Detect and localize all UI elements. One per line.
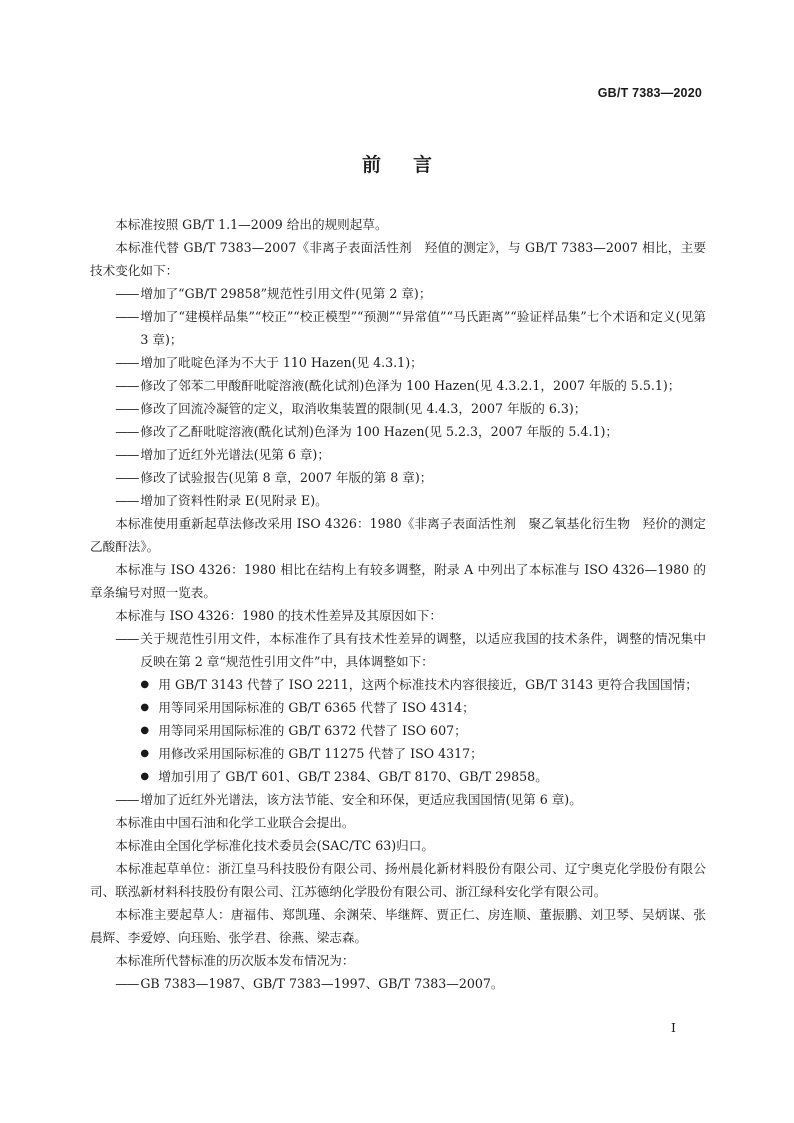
bullet-icon: ●	[140, 679, 150, 690]
history-list	[90, 972, 706, 995]
dash-mark: ——	[115, 493, 139, 508]
paragraph-history-intro: 本标准所代替标准的历次版本发布情况为：	[115, 953, 355, 968]
list-item-text: 关于规范性引用文件，本标准作了具有技术性差异的调整，以适应我国的技术条件，调整的情况集中反映在第 2 章“规范性引用文件”中，具体调整如下：	[140, 631, 706, 669]
paragraph-committee: 本标准由全国化学标准化技术委员会(SAC/TC 63)归口。	[115, 838, 434, 853]
list-item-text: 增加了吡啶色泽为不大于 110 Hazen(见 4.3.1)；	[140, 355, 423, 370]
paragraph-drafting-rules: 本标准按照 GB/T 1.1—2009 给出的规则起草。	[115, 217, 388, 232]
paragraph-replacement: 本标准代替 GB/T 7383—2007《非离子表面活性剂 羟值的测定》，与 GB/T 7383—2007 相比，主要技术变化如下：	[90, 240, 706, 278]
bullet-text: 增加引用了 GB/T 601、GB/T 2384、GB/T 8170、GB/T 29858。	[158, 769, 548, 784]
paragraph-proposer: 本标准由中国石油和化学工业联合会提出。	[115, 815, 355, 830]
dash-mark: ——	[115, 792, 139, 807]
bullet-text: 用等同采用国际标准的 GB/T 6365 代替了 ISO 4314；	[158, 700, 475, 715]
list-item	[115, 282, 706, 305]
list-item-text: 修改了试验报告(见第 8 章，2007 年版的第 8 章)；	[140, 470, 433, 485]
list-item	[115, 489, 706, 512]
list-item-text: 增加了资料性附录 E(见附录 E)。	[140, 493, 328, 508]
paragraph-drafting-units: 本标准起草单位：浙江皇马科技股份有限公司、扬州晨化新材料股份有限公司、辽宁奥克化学股份有限公司、联泓新材料科技股份有限公司、江苏德纳化学股份有限公司、浙江绿科安化学有限公司。	[90, 861, 706, 899]
list-item	[115, 466, 706, 489]
dash-mark: ——	[115, 447, 139, 462]
list-item	[115, 627, 706, 673]
bullet-item	[90, 696, 706, 719]
dash-mark: ——	[115, 355, 139, 370]
list-item	[115, 351, 706, 374]
differences-list	[90, 627, 706, 673]
bullet-text: 用修改采用国际标准的 GB/T 11275 代替了 ISO 4317；	[158, 746, 483, 761]
list-item-text: 增加了近红外光谱法(见第 6 章)；	[140, 447, 330, 462]
list-item-text: 增加了“GB/T 29858”规范性引用文件(见第 2 章)；	[140, 286, 432, 301]
bullet-list	[90, 673, 706, 788]
list-item	[115, 443, 706, 466]
dash-mark: ——	[115, 286, 139, 301]
paragraph-structure: 本标准与 ISO 4326：1980 相比在结构上有较多调整，附录 A 中列出了本标准与 ISO 4326—1980 的章条编号对照一览表。	[90, 562, 706, 600]
bullet-text: 用等同采用国际标准的 GB/T 6372 代替了 ISO 607；	[158, 723, 467, 738]
paragraph-drafters: 本标准主要起草人：唐福伟、郑凯瑾、余渊荣、毕继辉、贾正仁、房连顺、董振鹏、刘卫琴、吴炳谋、张晨辉、李爱婷、向珏贻、张学君、徐燕、梁志森。	[90, 907, 706, 945]
list-item	[115, 788, 706, 811]
dash-mark: ——	[115, 976, 139, 991]
page-title: 前言	[361, 154, 464, 176]
dash-mark: ——	[115, 378, 139, 393]
list-item-text: 修改了邻苯二甲酸酐吡啶溶液(酰化试剂)色泽为 100 Hazen(见 4.3.2.1，2007 年版的 5.5.1)；	[140, 378, 681, 393]
dash-mark: ——	[115, 401, 139, 416]
standard-number: GB/T 7383—2020	[597, 86, 702, 100]
list-item-text: GB 7383—1987、GB/T 7383—1997、GB/T 7383—2007。	[140, 976, 504, 991]
bullet-item	[90, 765, 706, 788]
bullet-icon: ●	[140, 771, 150, 782]
paragraph-adoption: 本标准使用重新起草法修改采用 ISO 4326：1980《非离子表面活性剂 聚乙氧基化衍生物 羟价的测定 乙酸酐法》。	[90, 516, 719, 554]
dash-mark: ——	[115, 309, 139, 324]
list-item-text: 修改了乙酐吡啶溶液(酰化试剂)色泽为 100 Hazen(见 5.2.3，2007 年版的 5.4.1)；	[140, 424, 618, 439]
list-item-text: 增加了近红外光谱法，该方法节能、安全和环保，更适应我国国情(见第 6 章)。	[140, 792, 582, 807]
changes-list	[90, 282, 706, 512]
bullet-icon: ●	[140, 702, 150, 713]
bullet-item	[90, 673, 706, 696]
bullet-icon: ●	[140, 725, 150, 736]
list-item	[115, 374, 706, 397]
dash-mark: ——	[115, 470, 139, 485]
bullet-item	[90, 742, 706, 765]
list-item-text: 增加了“建模样品集”“校正”“校正模型”“预测”“异常值”“马氏距离”“验证样品集”七个术语和定义(见第 3 章)；	[140, 309, 706, 347]
differences-list-2	[90, 788, 706, 811]
bullet-text: 用 GB/T 3143 代替了 ISO 2211，这两个标准技术内容很接近，GB/T 3143 更符合我国国情；	[158, 677, 698, 692]
foreword-body	[90, 213, 719, 995]
dash-mark: ——	[115, 424, 139, 439]
paragraph-differences: 本标准与 ISO 4326：1980 的技术性差异及其原因如下：	[115, 608, 442, 623]
list-item	[115, 305, 706, 351]
list-item-text: 修改了回流冷凝管的定义，取消收集装置的限制(见 4.4.3，2007 年版的 6.3)；	[140, 401, 587, 416]
bullet-icon: ●	[140, 748, 150, 759]
dash-mark: ——	[115, 631, 139, 646]
bullet-item	[90, 719, 706, 742]
page-number: I	[671, 1020, 676, 1035]
list-item	[115, 972, 706, 995]
list-item	[115, 397, 706, 420]
list-item	[115, 420, 706, 443]
